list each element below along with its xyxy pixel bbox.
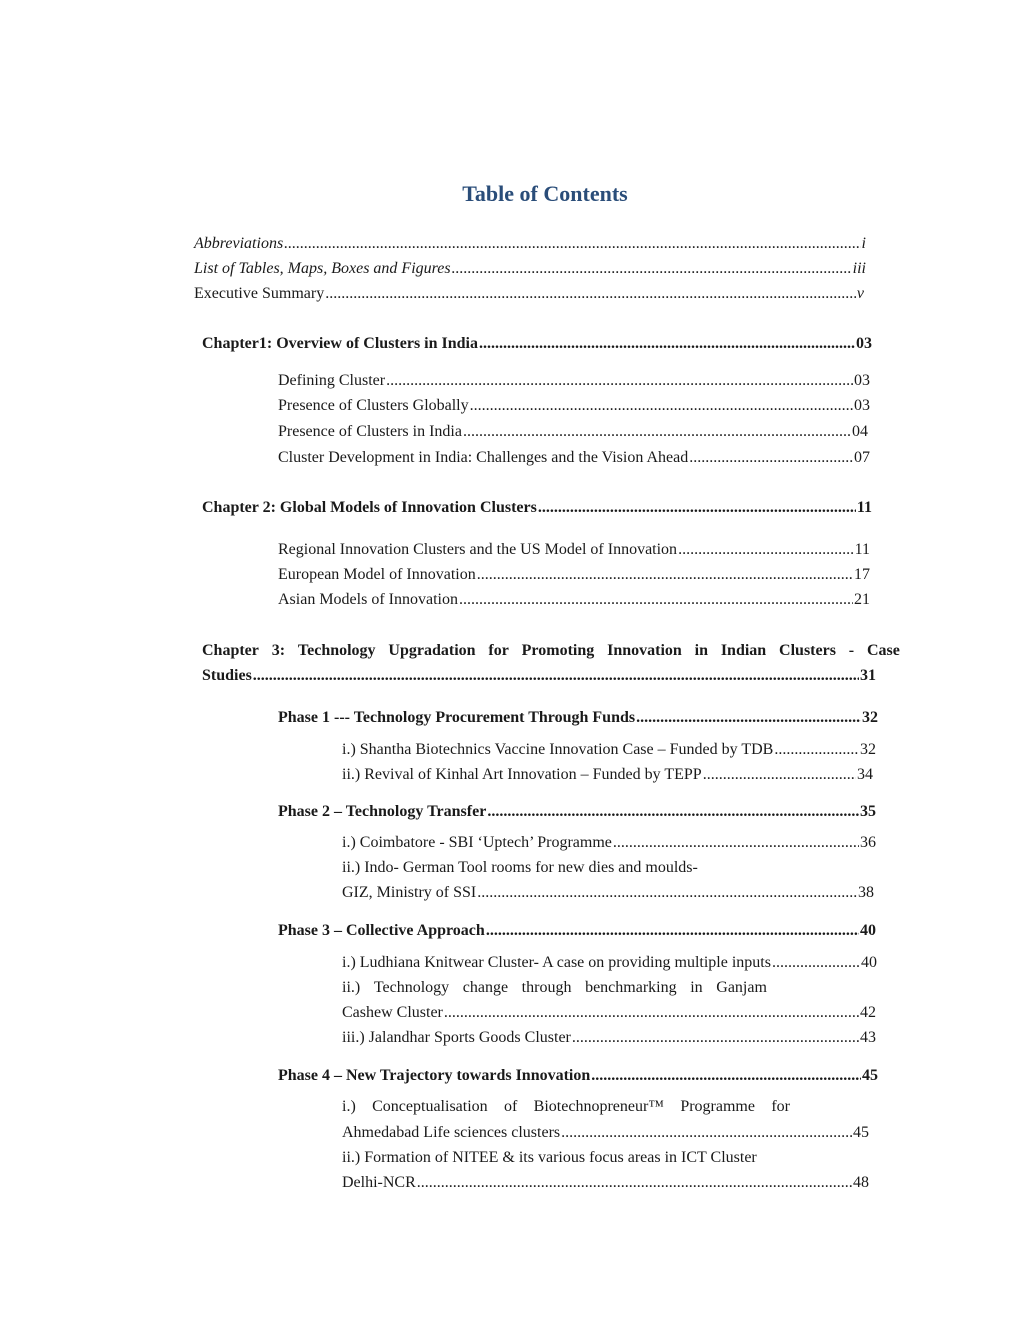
toc-entry-page: 43: [860, 1029, 876, 1046]
toc-entry-page: 45: [862, 1067, 878, 1084]
toc-entry-text: Studies: [202, 667, 252, 684]
toc-entry-text: Ahmedabad Life sciences clusters: [342, 1124, 561, 1141]
toc-entry-text: Phase 1 --- Technology Procurement Through Funds: [278, 709, 636, 726]
entry-word: in: [690, 979, 703, 996]
dot-leader: [678, 539, 854, 561]
toc-entry-text: Chapter1: Overview of Clusters in India: [202, 335, 478, 352]
toc-entry-nitee-line1[interactable]: ii.) Formation of NITEE & its various focus areas in ICT Cluster: [342, 1149, 757, 1166]
toc-entry-asian-models[interactable]: [278, 589, 870, 611]
toc-entry-text: Chapter 2: Global Models of Innovation Clusters: [202, 499, 537, 516]
toc-chapter-1[interactable]: [202, 333, 872, 355]
toc-entry-text: i.) Ludhiana Knitwear Cluster- A case on providing multiple inputs: [342, 954, 771, 971]
toc-entry-kinhal-art[interactable]: [342, 764, 873, 786]
entry-word: ii.): [342, 979, 361, 996]
toc-entry-text: Defining Cluster: [278, 372, 386, 389]
toc-entry-text: Phase 2 – Technology Transfer: [278, 803, 487, 820]
toc-entry-page: 48: [853, 1174, 869, 1191]
toc-entry-executive-summary[interactable]: [194, 283, 864, 305]
dot-leader: [772, 952, 860, 974]
toc-chapter-3-line1[interactable]: [202, 640, 900, 662]
toc-entry-page: 34: [857, 766, 873, 783]
toc-entry-nitee-line2[interactable]: [342, 1172, 869, 1194]
toc-entry-cluster-development[interactable]: [278, 447, 870, 469]
dot-leader: [538, 497, 856, 519]
toc-entry-text: Asian Models of Innovation: [278, 591, 458, 608]
toc-entry-page: 03: [854, 372, 870, 389]
heading-word: Case: [866, 642, 900, 659]
toc-phase-4[interactable]: [278, 1065, 878, 1087]
toc-entry-text: Phase 4 – New Trajectory towards Innovation: [278, 1067, 591, 1084]
dot-leader: [591, 1065, 861, 1087]
dot-leader: [477, 882, 857, 904]
toc-entry-page: 03: [856, 335, 872, 352]
toc-entry-regional-innovation[interactable]: [278, 539, 870, 561]
toc-entry-page: 31: [860, 667, 876, 684]
toc-entry-text: European Model of Innovation: [278, 566, 476, 583]
toc-entry-european-model[interactable]: [278, 564, 870, 586]
entry-word: Ganjam: [716, 979, 767, 996]
entry-word: i.): [342, 1098, 356, 1115]
toc-entry-shantha-biotechnics[interactable]: [342, 739, 876, 761]
entry-word: change: [462, 979, 509, 996]
dot-leader: [253, 665, 859, 687]
dot-leader: [444, 1002, 859, 1024]
toc-entry-presence-india[interactable]: [278, 421, 868, 443]
toc-entry-defining-cluster[interactable]: [278, 370, 870, 392]
toc-entry-text: iii.) Jalandhar Sports Goods Cluster: [342, 1029, 571, 1046]
toc-chapter-3-line2[interactable]: [202, 665, 876, 687]
toc-entry-page: 35: [860, 803, 876, 820]
toc-entry-page: 40: [861, 954, 877, 971]
dot-leader: [417, 1172, 852, 1194]
heading-word: in: [694, 642, 708, 659]
dot-leader: [689, 447, 853, 469]
dot-leader: [325, 283, 856, 305]
toc-entry-text: GIZ, Ministry of SSI: [342, 884, 477, 901]
toc-entry-text: Cashew Cluster: [342, 1004, 443, 1021]
toc-entry-page: 03: [854, 397, 870, 414]
page-title: Table of Contents: [462, 181, 628, 206]
toc-entry-presence-globally[interactable]: [278, 395, 870, 417]
toc-entry-list-of-tables[interactable]: [194, 258, 866, 280]
entry-word: benchmarking: [585, 979, 677, 996]
heading-word: Upgradation: [388, 642, 476, 659]
toc-entry-biotechnopreneur-line2[interactable]: [342, 1122, 869, 1144]
entry-word: Biotechnopreneur™: [533, 1098, 664, 1115]
toc-entry-page: 40: [860, 922, 876, 939]
toc-entry-text: Cluster Development in India: Challenges and the Vision Ahead: [278, 449, 689, 466]
dot-leader: [284, 233, 860, 255]
toc-entry-page: 45: [853, 1124, 869, 1141]
heading-word: Promoting: [521, 642, 595, 659]
dot-leader: [477, 564, 853, 586]
toc-entry-page: 36: [860, 834, 876, 851]
dot-leader: [470, 395, 853, 417]
toc-entry-page: 07: [854, 449, 870, 466]
toc-entry-page: i: [861, 235, 866, 252]
heading-word: -: [848, 642, 855, 659]
dot-leader: [386, 370, 853, 392]
entry-word: Conceptualisation: [372, 1098, 488, 1115]
entry-word: Technology: [373, 979, 450, 996]
toc-entry-page: 42: [860, 1004, 876, 1021]
heading-word: Indian: [720, 642, 767, 659]
toc-entry-page: 04: [852, 423, 868, 440]
toc-entry-page: v: [856, 285, 864, 302]
toc-entry-page: 38: [858, 884, 874, 901]
entry-word: of: [504, 1098, 518, 1115]
toc-entry-text: Presence of Clusters Globally: [278, 397, 469, 414]
dot-leader: [452, 258, 852, 280]
toc-entry-text: List of Tables, Maps, Boxes and Figures: [194, 260, 451, 277]
entry-word: Programme: [680, 1098, 755, 1115]
heading-word: Innovation: [607, 642, 682, 659]
toc-entry-text: i.) Shantha Biotechnics Vaccine Innovation Case – Funded by TDB: [342, 741, 774, 758]
toc-entry-page: 11: [856, 499, 872, 516]
toc-entry-text: Executive Summary: [194, 285, 325, 302]
toc-entry-text: Abbreviations: [194, 235, 284, 252]
heading-word: for: [488, 642, 509, 659]
entry-word: for: [771, 1098, 790, 1115]
toc-entry-page: 32: [860, 741, 876, 758]
toc-entry-biotechnopreneur-line1[interactable]: [342, 1096, 790, 1118]
toc-entry-ludhiana-knitwear[interactable]: [342, 952, 877, 974]
toc-entry-page: iii: [852, 260, 866, 277]
toc-entry-indo-german-line2[interactable]: [342, 882, 874, 904]
dot-leader: [479, 333, 855, 355]
toc-entry-page: 32: [862, 709, 878, 726]
dot-leader: [486, 920, 859, 942]
heading-word: Chapter: [202, 642, 259, 659]
dot-leader: [459, 589, 853, 611]
toc-entry-page: 11: [854, 541, 870, 558]
toc-phase-3[interactable]: [278, 920, 876, 942]
toc-entry-text: Presence of Clusters in India: [278, 423, 462, 440]
toc-entry-ganjam-line1[interactable]: [342, 977, 767, 999]
toc-entry-text: i.) Coimbatore - SBI ‘Uptech’ Programme: [342, 834, 612, 851]
toc-phase-2[interactable]: [278, 801, 876, 823]
entry-word: through: [521, 979, 572, 996]
heading-word: 3:: [271, 642, 286, 659]
dot-leader: [561, 1122, 852, 1144]
dot-leader: [636, 707, 861, 729]
dot-leader: [774, 739, 859, 761]
toc-entry-text: Delhi-NCR: [342, 1174, 416, 1191]
dot-leader: [572, 1027, 859, 1049]
toc-entry-indo-german-line1[interactable]: ii.) Indo- German Tool rooms for new dies and moulds-: [342, 859, 698, 876]
toc-entry-jalandhar-sports[interactable]: [342, 1027, 876, 1049]
toc-entry-ganjam-line2[interactable]: [342, 1002, 876, 1024]
toc-entry-page: 17: [854, 566, 870, 583]
heading-word: Technology: [297, 642, 376, 659]
toc-entry-abbreviations[interactable]: [194, 233, 866, 255]
dot-leader: [487, 801, 859, 823]
toc-entry-coimbatore-sbi[interactable]: [342, 832, 876, 854]
dot-leader: [463, 421, 851, 443]
dot-leader: [613, 832, 859, 854]
toc-entry-text: ii.) Revival of Kinhal Art Innovation – Funded by TEPP: [342, 766, 702, 783]
heading-word: Clusters: [779, 642, 836, 659]
dot-leader: [703, 764, 856, 786]
toc-entry-text: Phase 3 – Collective Approach: [278, 922, 485, 939]
toc-entry-text: Regional Innovation Clusters and the US Model of Innovation: [278, 541, 678, 558]
toc-phase-1[interactable]: [278, 707, 878, 729]
toc-entry-page: 21: [854, 591, 870, 608]
toc-chapter-2[interactable]: [202, 497, 872, 519]
